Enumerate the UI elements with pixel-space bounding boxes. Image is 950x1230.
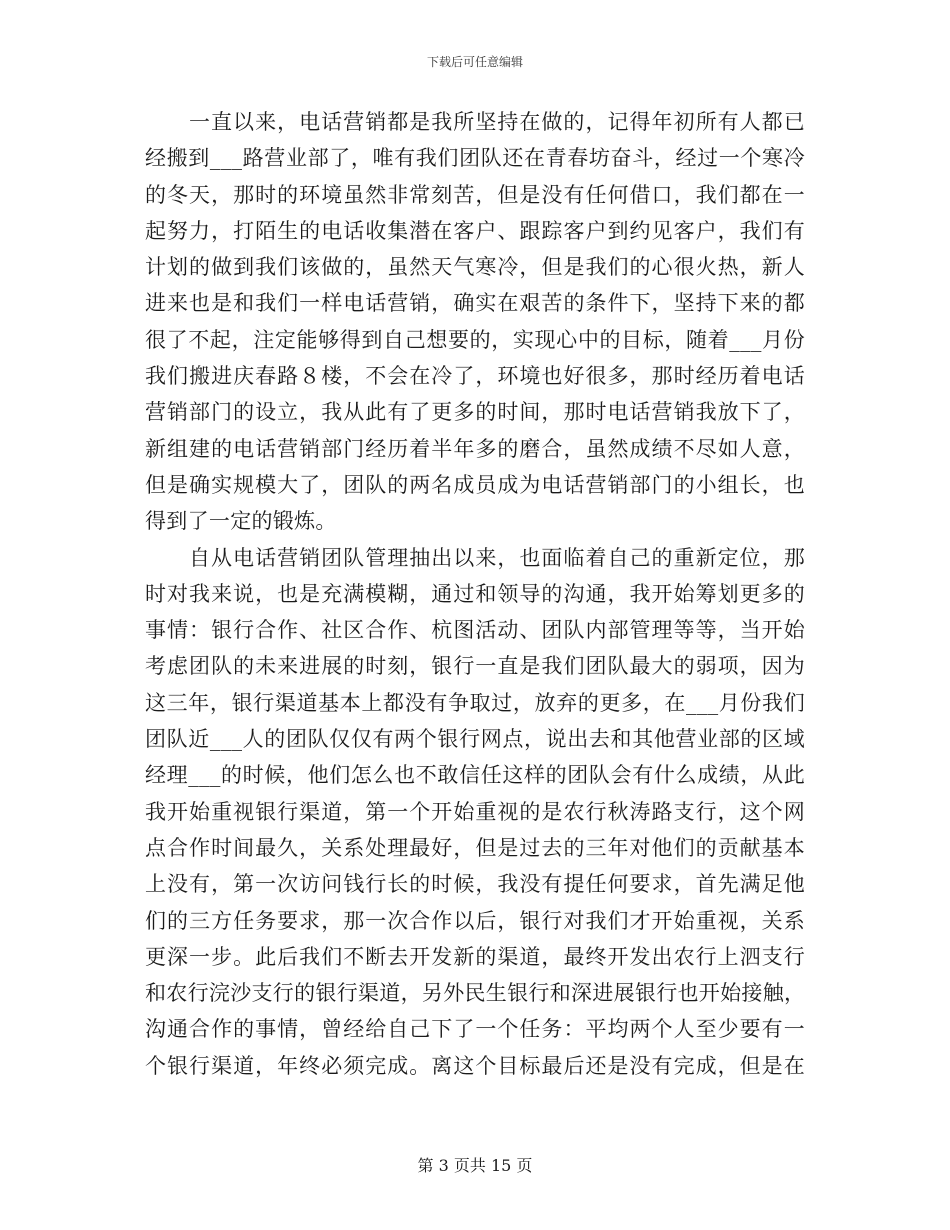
text-line: 的冬天，那时的环境虽然非常刻苦，但是没有任何借口，我们都在一	[145, 182, 805, 207]
text-line: 自从电话营销团队管理抽出以来，也面临着自己的重新定位，那	[189, 545, 805, 570]
text-line: 事情：银行合作、社区合作、杭图活动、团队内部管理等等，当开始	[145, 618, 805, 643]
text-line: 这三年，银行渠道基本上都没有争取过，放弃的更多，在___月份我们	[145, 690, 805, 715]
text-line: 经理___的时候，他们怎么也不敢信任这样的团队会有什么成绩，从此	[145, 763, 805, 788]
text-line: 更深一步。此后我们不断去开发新的渠道，最终开发出农行上泗支行	[145, 944, 805, 969]
text-line: 我们搬进庆春路８楼，不会在冷了，环境也好很多，那时经历着电话	[145, 364, 805, 389]
text-line: 考虑团队的未来进展的时刻，银行一直是我们团队最大的弱项，因为	[145, 654, 805, 679]
header-note: 下载后可任意编辑	[426, 55, 523, 69]
text-line: 起努力，打陌生的电话收集潜在客户、跟踪客户到约见客户，我们有	[145, 218, 805, 243]
text-line: 计划的做到我们该做的，虽然天气寒冷，但是我们的心很火热，新人	[145, 255, 805, 280]
text-line: 我开始重视银行渠道，第一个开始重视的是农行秋涛路支行，这个网	[145, 799, 805, 824]
text-line: 时对我来说，也是充满模糊，通过和领导的沟通，我开始筹划更多的	[145, 581, 805, 606]
text-line: 得到了一定的锻炼。	[145, 509, 337, 534]
document-body	[145, 104, 805, 1084]
text-line: 团队近___人的团队仅仅有两个银行网点，说出去和其他营业部的区域	[145, 727, 805, 752]
text-line: 进来也是和我们一样电话营销，确实在艰苦的条件下，坚持下来的都	[145, 291, 805, 316]
text-line: 点合作时间最久，关系处理最好，但是过去的三年对他们的贡献基本	[145, 835, 805, 860]
text-line: 上没有，第一次访问钱行长的时候，我没有提任何要求，首先满足他	[145, 872, 805, 897]
text-line: 们的三方任务要求，那一次合作以后，银行对我们才开始重视，关系	[145, 908, 805, 933]
text-line: 经搬到___路营业部了，唯有我们团队还在青春坊奋斗，经过一个寒冷	[145, 146, 805, 171]
text-line: 个银行渠道，年终必须完成。离这个目标最后还是没有完成，但是在	[145, 1053, 805, 1078]
text-line: 很了不起，注定能够得到自己想要的，实现心中的目标，随着___月份	[145, 327, 805, 352]
text-line: 沟通合作的事情，曾经给自己下了一个任务：平均两个人至少要有一	[145, 1017, 805, 1042]
page-number: 第 3 页共 15 页	[417, 1156, 533, 1175]
paragraph-2	[145, 540, 805, 1084]
text-line: 新组建的电话营销部门经历着半年多的磨合，虽然成绩不尽如人意，	[145, 436, 805, 461]
text-line: 和农行浣沙支行的银行渠道，另外民生银行和深进展银行也开始接触，	[145, 981, 805, 1006]
text-line: 但是确实规模大了，团队的两名成员成为电话营销部门的小组长，也	[145, 472, 805, 497]
text-line: 一直以来，电话营销都是我所坚持在做的，记得年初所有人都已	[189, 110, 805, 134]
paragraph-1	[145, 104, 805, 540]
text-line: 营销部门的设立，我从此有了更多的时间，那时电话营销我放下了，	[145, 400, 805, 425]
